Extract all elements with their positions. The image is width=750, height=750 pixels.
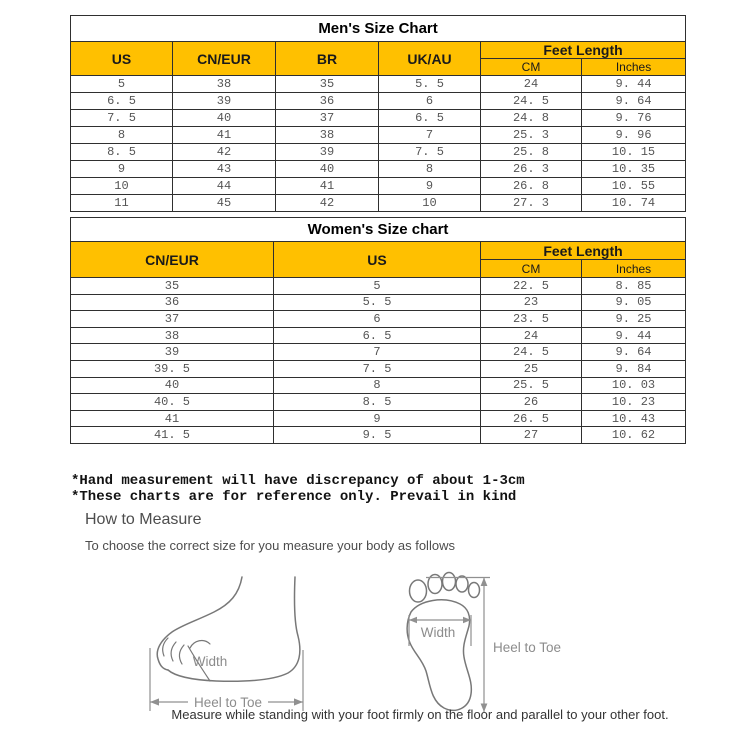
table-cell: 22. 5 — [481, 278, 582, 295]
table-cell: 5. 5 — [274, 294, 481, 311]
table-cell: 8. 5 — [274, 394, 481, 411]
table-cell: 23 — [481, 294, 582, 311]
heel-to-toe-label: Heel to Toe — [493, 640, 562, 655]
table-cell: 8 — [274, 377, 481, 394]
table-cell: 23. 5 — [481, 311, 582, 328]
table-cell: 36 — [276, 93, 379, 110]
table-cell: 26. 8 — [481, 178, 582, 195]
table-cell: 10. 43 — [582, 410, 686, 427]
table-cell: 9. 05 — [582, 294, 686, 311]
table-cell: 10. 03 — [582, 377, 686, 394]
table-cell: 6. 5 — [379, 110, 481, 127]
table-cell: 8 — [71, 127, 173, 144]
note-line: *These charts are for reference only. Prevail in kind — [71, 489, 517, 505]
table-cell: 6 — [274, 311, 481, 328]
width-label: Width — [192, 654, 228, 669]
table-cell: 40 — [276, 161, 379, 178]
table-cell: 35 — [71, 278, 274, 295]
table-cell: 37 — [276, 110, 379, 127]
table-row — [71, 161, 686, 178]
table-cell: 44 — [173, 178, 276, 195]
womens-header-cn-eur: CN/EUR — [71, 242, 274, 278]
table-cell: 10 — [379, 195, 481, 212]
mens-header-feet-length: Feet Length — [481, 42, 686, 59]
table-cell: 9 — [274, 410, 481, 427]
table-cell: 6 — [379, 93, 481, 110]
note-line: *Hand measurement will have discrepancy of about 1-3cm — [71, 473, 525, 489]
table-row — [71, 344, 686, 361]
table-cell: 27 — [481, 427, 582, 444]
size-tables-section — [70, 15, 685, 444]
table-row — [71, 76, 686, 93]
table-cell: 10. 35 — [582, 161, 686, 178]
table-cell: 24. 5 — [481, 344, 582, 361]
table-row — [71, 427, 686, 444]
table-row — [71, 127, 686, 144]
table-cell: 9 — [71, 161, 173, 178]
table-cell: 26. 3 — [481, 161, 582, 178]
width-label: Width — [420, 625, 456, 640]
womens-header-cm: CM — [481, 260, 582, 278]
table-cell: 40 — [173, 110, 276, 127]
table-cell: 40 — [71, 377, 274, 394]
mens-header-inches: Inches — [582, 59, 686, 76]
table-cell: 5. 5 — [379, 76, 481, 93]
table-row — [71, 278, 686, 295]
table-cell: 38 — [71, 327, 274, 344]
top-view-foot-diagram — [398, 560, 570, 720]
table-cell: 7. 5 — [379, 144, 481, 161]
table-cell: 42 — [173, 144, 276, 161]
table-cell: 25. 3 — [481, 127, 582, 144]
table-row — [71, 93, 686, 110]
table-cell: 36 — [71, 294, 274, 311]
table-row — [71, 294, 686, 311]
table-cell: 9. 64 — [582, 344, 686, 361]
table-cell: 10. 74 — [582, 195, 686, 212]
table-cell: 41 — [173, 127, 276, 144]
table-cell: 42 — [276, 195, 379, 212]
table-cell: 9. 25 — [582, 311, 686, 328]
table-cell: 6. 5 — [71, 93, 173, 110]
womens-table-body — [71, 278, 686, 444]
table-cell: 9. 44 — [582, 327, 686, 344]
table-cell: 24 — [481, 76, 582, 93]
table-cell: 24. 5 — [481, 93, 582, 110]
table-cell: 41 — [71, 410, 274, 427]
table-cell: 25. 5 — [481, 377, 582, 394]
table-cell: 40. 5 — [71, 394, 274, 411]
table-cell: 25. 8 — [481, 144, 582, 161]
table-cell: 7. 5 — [71, 110, 173, 127]
table-cell: 8. 5 — [71, 144, 173, 161]
table-cell: 11 — [71, 195, 173, 212]
table-cell: 5 — [274, 278, 481, 295]
table-cell: 39 — [276, 144, 379, 161]
table-cell: 38 — [276, 127, 379, 144]
footprint-outline — [407, 573, 479, 711]
table-cell: 38 — [173, 76, 276, 93]
table-cell: 43 — [173, 161, 276, 178]
mens-header-us: US — [71, 42, 173, 76]
womens-table-title: Women's Size chart — [71, 218, 686, 242]
foot-side-outline — [157, 577, 300, 681]
table-cell: 25 — [481, 360, 582, 377]
table-cell: 26. 5 — [481, 410, 582, 427]
table-cell: 27. 3 — [481, 195, 582, 212]
table-cell: 10 — [71, 178, 173, 195]
table-cell: 10. 55 — [582, 178, 686, 195]
table-row — [71, 195, 686, 212]
table-cell: 7. 5 — [274, 360, 481, 377]
mens-header-cn-eur: CN/EUR — [173, 42, 276, 76]
table-cell: 39 — [173, 93, 276, 110]
table-cell: 24 — [481, 327, 582, 344]
table-cell: 7 — [274, 344, 481, 361]
womens-header-us: US — [274, 242, 481, 278]
mens-size-table — [70, 15, 686, 212]
mens-header-br: BR — [276, 42, 379, 76]
table-cell: 37 — [71, 311, 274, 328]
table-row — [71, 144, 686, 161]
womens-header-inches: Inches — [582, 260, 686, 278]
table-row — [71, 360, 686, 377]
heel-to-toe-label: Heel to Toe — [193, 695, 263, 710]
mens-header-cm: CM — [481, 59, 582, 76]
table-cell: 26 — [481, 394, 582, 411]
side-view-foot-diagram — [146, 560, 312, 716]
mens-header-uk-au: UK/AU — [379, 42, 481, 76]
disclaimer-notes — [71, 473, 525, 505]
table-cell: 45 — [173, 195, 276, 212]
mens-table-body — [71, 76, 686, 212]
table-cell: 10. 15 — [582, 144, 686, 161]
how-to-measure-subtitle: To choose the correct size for you measure your body as follows — [85, 538, 455, 553]
table-cell: 41. 5 — [71, 427, 274, 444]
table-cell: 9. 64 — [582, 93, 686, 110]
table-row — [71, 178, 686, 195]
table-cell: 41 — [276, 178, 379, 195]
measure-caption: Measure while standing with your foot firmly on the floor and parallel to your other foot. — [171, 707, 669, 722]
measure-lines — [409, 578, 490, 713]
table-row — [71, 327, 686, 344]
womens-size-table — [70, 217, 686, 444]
table-row — [71, 377, 686, 394]
table-row — [71, 311, 686, 328]
table-cell: 8 — [379, 161, 481, 178]
table-cell: 39. 5 — [71, 360, 274, 377]
table-cell: 9. 44 — [582, 76, 686, 93]
table-cell: 8. 85 — [582, 278, 686, 295]
table-cell: 10. 23 — [582, 394, 686, 411]
table-row — [71, 394, 686, 411]
table-cell: 35 — [276, 76, 379, 93]
table-row — [71, 110, 686, 127]
table-cell: 9. 76 — [582, 110, 686, 127]
mens-table-title: Men's Size Chart — [71, 16, 686, 42]
table-cell: 6. 5 — [274, 327, 481, 344]
table-cell: 7 — [379, 127, 481, 144]
table-cell: 9. 96 — [582, 127, 686, 144]
how-to-measure-heading: How to Measure — [85, 511, 202, 528]
table-cell: 9 — [379, 178, 481, 195]
table-cell: 9. 5 — [274, 427, 481, 444]
table-cell: 39 — [71, 344, 274, 361]
table-cell: 10. 62 — [582, 427, 686, 444]
table-row — [71, 410, 686, 427]
table-cell: 5 — [71, 76, 173, 93]
table-cell: 9. 84 — [582, 360, 686, 377]
womens-header-feet-length: Feet Length — [481, 242, 686, 260]
table-cell: 24. 8 — [481, 110, 582, 127]
